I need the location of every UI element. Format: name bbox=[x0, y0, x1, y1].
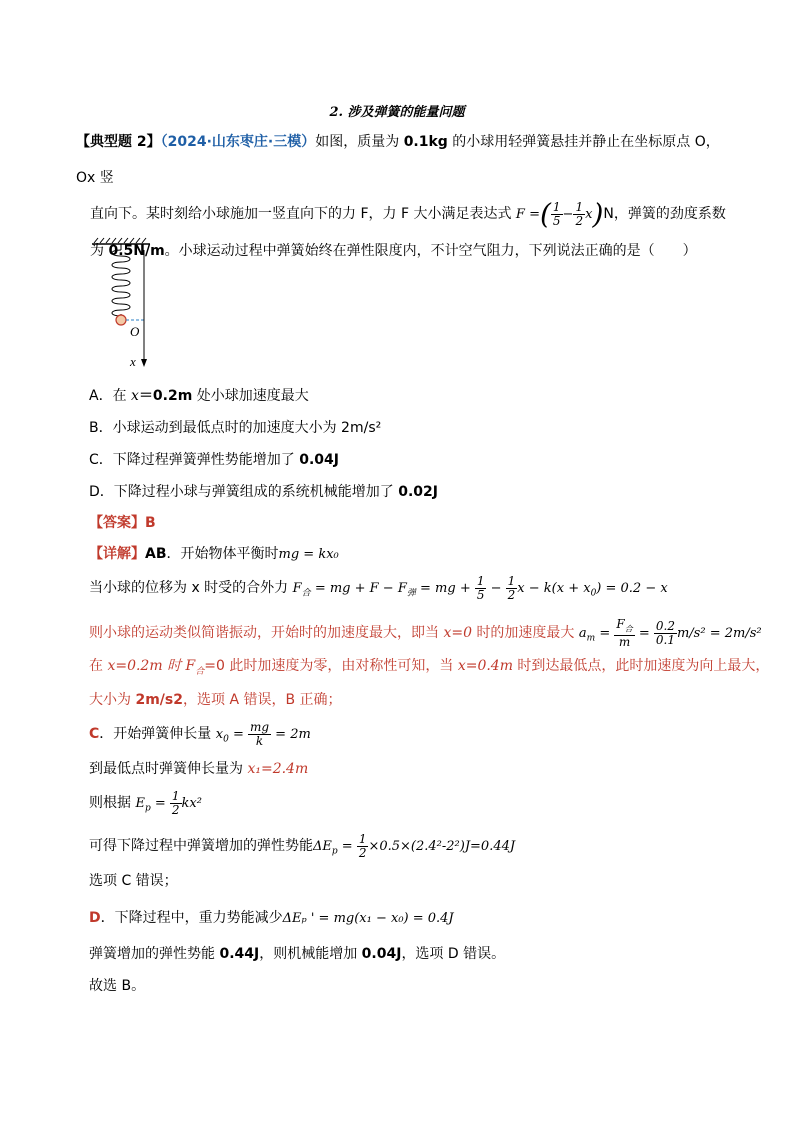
k-value: 0.5N/m bbox=[108, 243, 165, 259]
section-title: 2. 涉及弹簧的能量问题 bbox=[329, 105, 465, 120]
question-tag: 【典型题 2】 bbox=[76, 134, 161, 150]
detail-c5-line: 选项 C 错误； bbox=[89, 873, 178, 889]
detail-force-line: 当小球的位移为 x 时受的合外力 $F_合$ = mg + $F - F_弹$ = mg + $\frac{1}{5}$ − $\frac{1}{2}$ $x - k(x + x_0) = 0.2 - x$ bbox=[89, 574, 668, 602]
axis-arrow-icon bbox=[141, 359, 147, 367]
detail-c2-line: 到最低点时弹簧伸长量为 x₁=2.4m bbox=[89, 761, 309, 777]
detail-accel-line: 则小球的运动类似简谐振动，开始时的加速度最大，即当 x=0 时的加速度最大 $a_m$ = $\frac{F_合}{m}$ = $\frac{0.2}{0.1}$ m/s² = 2m/s² bbox=[89, 617, 762, 650]
origin-label: O bbox=[130, 324, 140, 339]
spring-diagram bbox=[88, 236, 168, 371]
detail-d2-line: 弹簧增加的弹性势能 0.44J，则机械能增加 0.04J，选项 D 错误。 bbox=[89, 946, 506, 962]
detail-c4-line: 可得下降过程中弹簧增加的弹性势能$\Delta E_p$ = $\frac{1}{2}$ ×0.5×(2.4²-2²)J=0.44J bbox=[89, 832, 516, 860]
detail-d-line: D．下降过程中，重力势能减少ΔEₚ ' = mg(x₁ − x₀) = 0.4J bbox=[89, 910, 454, 926]
spring bbox=[112, 244, 130, 316]
answer-value: B bbox=[145, 515, 156, 531]
option-b: B．小球运动到最低点时的加速度大小为 2m/s² bbox=[89, 420, 382, 436]
question-source: 2024·山东枣庄·三模 bbox=[167, 134, 302, 150]
axis-label: x bbox=[130, 354, 136, 369]
detail-symmetry-line: 在 x=0.2m 时 $F_合=0$ 此时加速度为零，由对称性可知，当 x=0.4m 时到达最低点，此时加速度为向上最大， bbox=[89, 658, 770, 677]
mass-value: 0.1kg bbox=[403, 134, 448, 150]
detail-ab-line: 【详解】AB．开始物体平衡时mg = kx₀ bbox=[89, 546, 339, 562]
question-line-3: 为 0.5N/m。小球运动过程中弹簧始终在弹性限度内，不计空气阻力，下列说法正确的是（ ） bbox=[90, 243, 697, 259]
option-c: C．下降过程弹簧弹性势能增加了 0.04J bbox=[89, 452, 339, 468]
answer-line: 【答案】B bbox=[89, 515, 156, 531]
detail-final-line: 故选 B。 bbox=[89, 978, 146, 994]
detail-c-line: C．开始弹簧伸长量 $x_0$ = $\frac{mg}{k}$ = 2m bbox=[89, 720, 311, 748]
ball bbox=[116, 315, 126, 325]
force-formula: F =( $\frac{1}{5}$ − $\frac{1}{2}$ x) bbox=[515, 197, 604, 231]
option-a: A．在 x＝0.2m 处小球加速度最大 bbox=[89, 388, 309, 404]
question-paragraph: 【典型题 2】（2024·山东枣庄·三模）如图，质量为 0.1kg 的小球用轻弹簧悬挂并静止在坐标原点 O，Ox 竖 直向下。某时刻给小球施加一竖直向下的力 F，力 F 大小满足表达式 F =( $\frac{1}{5}$ − $\frac{1}{2}$ x)N，弹簧的劲度系数 为 0.5N/m。小球运动过程中弹簧始终在弹性限度内，不计空气阻力，下列说法正确的是（ ） bbox=[76, 124, 726, 269]
detail-conclusion-ab: 大小为 2m/s2，选项 A 错误，B 正确； bbox=[89, 692, 342, 708]
detail-c3-line: 则根据 $E_p$ = $\frac{1}{2}$ kx² bbox=[89, 789, 202, 817]
question-line-2: 直向下。某时刻给小球施加一竖直向下的力 F，力 F 大小满足表达式 F =( $\frac{1}{5}$ − $\frac{1}{2}$ x)N，弹簧的劲度系数 bbox=[90, 197, 726, 231]
option-d: D．下降过程小球与弹簧组成的系统机械能增加了 0.02J bbox=[89, 484, 438, 500]
